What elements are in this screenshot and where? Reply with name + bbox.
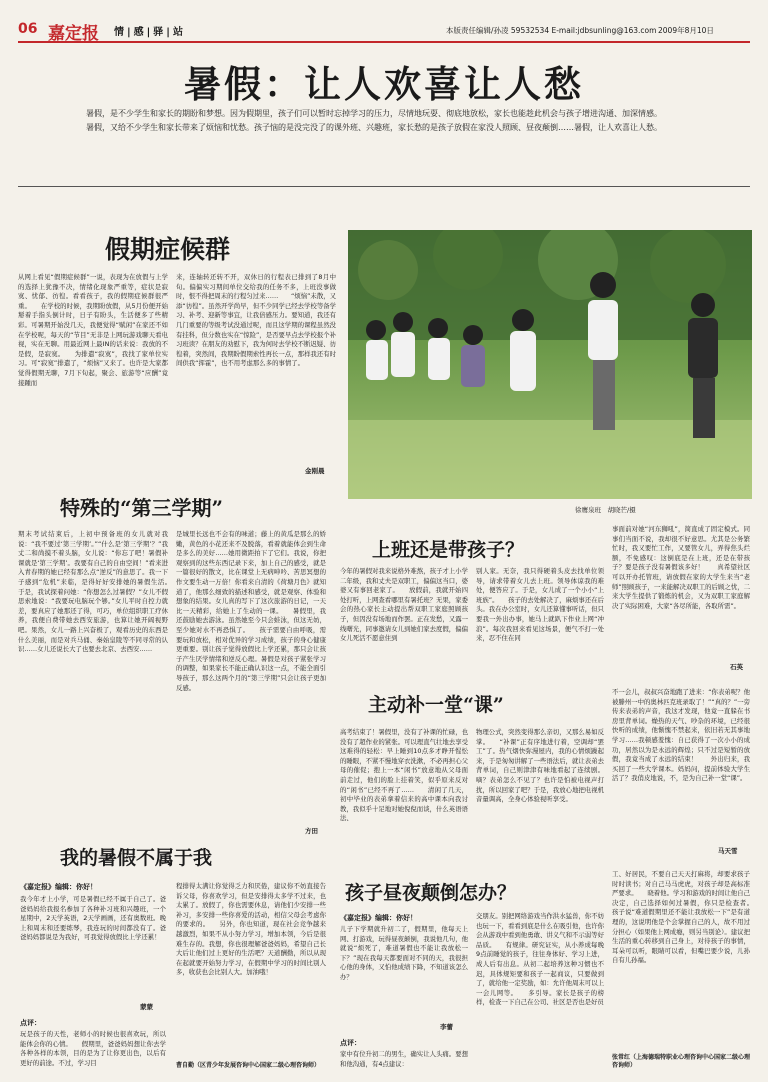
issue-date: 2009年8月10日 <box>658 26 714 35</box>
intro-paragraph: 暑假，是不少学生和家长的期盼和梦想。因为假期里，孩子们可以暂时忘掉学习的压力，尽情地玩耍、彻底地放松，家长也能趁此机会与孩子增进沟通、加深情感。 <box>86 109 662 118</box>
article2-col1: 期末考试结束后，上初中预备班的女儿就对我说：“我不要过‘第三学期’。”“什么是‘第三学期’？”我丈二和尚摸不着头脑，女儿说：“你忘了吧！暑假补课就是‘第三学期’。我要有自己的自由空间！”看来进入青春期的她已经有那么点“逆反”的意思了。我一下子感到“危机”来临，是得好好安排她的暑假生活。 于是，我试探着问她：“你想怎么过暑假？”女儿不假思索地说：“我要玩电脑玩个够。”女儿平时自控力就差，要真应了她那还了得，可巧，单位组织职工疗休养，我便自费带她去西安旅游，也算让她开阔视野吧。果然，女儿一路上兴奋极了，观看历史的东西是什么美丽，而是对兵马俑、秦始皇陵等不同寻常的认识……女儿还说长大了也要去北京、去西安…… <box>18 530 168 654</box>
editor-line: 本版责任编辑/孙凌 59532534 E-mail:jdbsunling@163.com <box>446 26 657 35</box>
article4-title: 主动补一堂“课” <box>368 694 504 716</box>
article6-title: 孩子昼夜颠倒怎办？ <box>345 882 517 904</box>
article3-col3: 事面前对她“河东狮吼”，简直成了固定模式。同事们当面不说，我却很不好意思。尤其是公务繁忙时，我又要忙工作，又要管女儿，弄得焦头烂额，不免感叹：这倒底是在上班，还是在带孩子？要是孩子没有暑假该多好！ 真希望社区可以开办托管班，请放假在家的大学生来当“老师”照顾孩子，一来能解决双职工的后顾之忧，二来大学生提供了锻炼的机会，又为双职工家庭解决了实际困难，大家“各尽所能，各取所需”。 <box>612 525 750 610</box>
article1-author: 金刚晨 <box>305 467 325 475</box>
article5-comment-col2: 程排得太满让你觉得乏力和厌倦，建议你不妨直接告诉父母，你喜欢学习，但是安排得太多学不过来，也太累了。放假了，你也需要休息，请他们少安排一些补习，多安排一些你喜爱的活动，相信父母会考虑你的要求的。 另外，你也知道，现在社会竞争越来越激烈，如果不从小努力学习，增加本领，今后是很难生存的。我想，你也很理解爸爸妈妈，希望自己长大后让他们过上更好的生活吧？天道酬勤，所以从现在起就要开始努力学习，在假期中学习的时间比别人多，收获也会比别人大。加油哦！ <box>176 882 326 977</box>
article5-letter-author: 蒙蒙 <box>140 1003 153 1011</box>
article4-col3: 不一会儿，叔叔兴奋地跑了进来：“你表弟呢？他被滕州一中的奥林匹克班录取了！”“真的？”一旁传来表弟的声音，我这才发现，他竟一直躲在书房里背单词。燥热的天气、吵杂的环境，已经很快听的成绩，他惭愧不禁起来，依旧若无其事地学习……我顿感羞愧：自已获得了一次小小的成功，居然以为是永远的辉煌；只不过是短暂的放假，我竟当成了永远的结束！ 外出归来，我买回了一些大学课本。妈妈问，提前体验大学生活了？我俏皮地说，不，是为自己补一堂“课”。 <box>612 688 750 783</box>
divider <box>18 186 750 187</box>
article1-title: 假期症候群 <box>105 235 231 264</box>
article2-title: 特殊的“第三学期” <box>60 496 224 520</box>
photo-school: 徐鹰泉班 <box>575 506 601 514</box>
page-number: 06 <box>18 21 38 37</box>
article4-author: 马天雪 <box>718 847 738 855</box>
intro-block <box>70 107 712 135</box>
intro-paragraph: 暑假，又给不少学生和家长带来了烦恼和忧愁。孩子恼的是没完没了的课外班、兴趣班，家长愁的是孩子放假在家没人照顾、昼夜颠倒……暑假，让人欢喜让人愁。 <box>86 123 662 132</box>
article3-col1: 今年的暑假对我来说格外难熬，孩子才上小学二年级，我和丈夫是双职工，偏偏这当口，婆婆又有事回老家了。 放假前，我就开始四处打听，上网查看哪里有暑托班？无果，家委会的热心家长主动提出帮双职工家庭照顾孩子，但因没有场地而作罢。正在发愁，又露一线曙光，同事邀请女儿到她们家去度假，偏偏女儿死活不愿意住到 <box>340 567 468 643</box>
article6-letter-author: 李蕾 <box>440 1023 453 1031</box>
article4-col1: 高考结束了！暑假里，没有了补课的忙碌，也没有了超作业的紧张。可以理直气壮地去享受这难得的轻松：早上睡到10点多才睁开惺忪的睡眼，不紧不慢地穿衣洗漱，不必再担心父母的催促；抱上一本“闲书”放意地从父母面前走过，他们的脸上挂着笑，似乎原来反对的“闲书”已经不再了…… 清闲了几天，初中毕业的表弟拿着信来的高中课本向我讨教，我似乎十足地对她倪倪而谈，什么英语语法、 <box>340 728 468 823</box>
article6-comment-col3: 工、好居民，不要自己天天打麻将，却要求孩子时时读书；对自己马马虎虎，对孩子却是高标准严要求。 晓着他。学习和游戏的时间让他自己决定，自己选择如何过暑假，你只是检查者。 孩子说“难道假期里还不能让我放松一下”是有道理的，这说明他是个会掌握自己的人，故不用过分担心（如果他上网成瘾，则另当别论）。建议把生活的重心转移到自己身上，对待孩子的事情，耳朵可以听，眼睛可以看，但嘴巴要少说，儿孙自有儿孙福。 <box>612 870 750 965</box>
article6-comment-col1: 家中有位升初二的男生，确实让人头痛。要想和他沟通，有4点建议： <box>340 1050 468 1068</box>
section-name: 情|感|驿|站 <box>114 27 186 38</box>
article6-letter: 儿子下学期就升初二了，假期里，他每天上网、打游戏，玩得昼夜颠倒，我说他几句，他就说“烦死了，难道暑假也不能让我放松一下？”现在我每天都要面对不同的天，我很担心他的身体，又怕他成绩下降，不知道该怎么办？ <box>340 925 468 981</box>
article4-col2: 物理公式，突然变得那么亲切，又那么易如反掌。 “补课”正有序地进行着，空调却“罢工”了。热气烟快弥漫屋内，我的心情烦躁起来，于是匆匆讲解了一些语法后，就让表弟去背单词，自己则津津有味地看起了连续剧。嘀？表弟怎么不见了？也许是怕被电视声打扰，所以回家了吧？于是，我放心地把电视机音量调高，全身心体验视听享受。 <box>476 728 604 804</box>
article2-author: 方田 <box>305 827 318 835</box>
article6-comment-label: 点评： <box>340 1039 361 1047</box>
article5-letter: 我今年才上小学，可是暑假已经不属于自己了。爸爸妈妈给我报名参加了各种补习班和兴趣班，一个星期中，2天学英语，2天学画画，还有奥数班。晚上和周末和还要练琴，我连玩的时间都没有了。爸爸妈妈都说是为我好，可我觉得放假比上学还累！ <box>20 895 166 942</box>
article6-comment-author: 张常红（上海德瑞特职业心理咨询中心国家二级心理咨询师） <box>612 1054 751 1069</box>
article2-col2: 是城里长远也不会有的味道；藤上的黄瓜是那么的娇嫩，黄色的小花还来不及脱落，看着就能体会到生命是多么的美好……她用微距拍下了它们。我说，你把观察到的这些东西记录下来，加上自己的感受，就是一篇很好的散文，比在课堂上无病呻吟、苦思冥想的作文要生动一万倍！你看来自清的《荷塘月色》就知道了，他那么细致的描述和感受，就是观察、体验和想象的结果。女儿真的写下了这次旅游的日记，一天比一天精彩，给她上了生动的一课。 暑假里，我还鼓励她去游泳。虽然她至今只会蛙泳，但这无妨，至少她对水不再恐惧了。 孩子需要自由呼吸，需要玩和放松，相对优异的学习成绩，孩子的身心健康更重要。别让孩子觉得放假比上学还累，那只会让孩子产生厌学情绪和逆反心理。暑假是对孩子紧张学习的调整，如果家长不能正确认识这一点，不能全面引导孩子，那么这两个月的“第三学期”只会让孩子更加反感。 <box>176 530 326 692</box>
photo-credit <box>575 505 636 514</box>
photo-photographer: 胡晓芒/摄 <box>607 506 636 514</box>
article5-title: 我的暑假不属于我 <box>60 847 213 869</box>
article6-comment-col2: 交朋友。别把网络游戏当作洪水猛兽，你不妨也玩一下，看看到底是什么在吸引他，也许你会从游戏中看到他勇敢、讲义气和不示弱等好品质。 有规律。研究证实，从小养成每晚9点前睡觉的孩子，往往身体好、学习上进，成人后有出息。从初二起培养这种习惯也不迟，具体规矩要和孩子一起商议，只要做到了，就给他一定奖励，如：允许他周末可以上一会儿网等。 多引导。家长是孩子的榜样，检查一下自己在公司、社区是否也是好员 <box>476 912 604 1007</box>
article3-col2: 别人家。无奈，我只得硬着头皮去找单位领导，请求带着女儿去上班。领导体谅我的难处，便答应了。于是，女儿成了一个小小“上班族”。 孩子的去处解决了，麻烦事还在后头。我在办公室时，女儿还算懂事听话，但只要我一外出办事，她马上就趴下作业上网“冲浪”。每次我回来看见这场景，便气不打一处来，忍不住在同 <box>476 567 604 643</box>
article3-author: 石英 <box>730 663 743 671</box>
article6-letter-header: 《嘉定报》编辑：你好！ <box>340 914 417 922</box>
photo-image <box>348 230 752 499</box>
article5-comment-label: 点评： <box>20 1019 41 1027</box>
newspaper-logo: 嘉定报 <box>48 24 99 44</box>
article5-comment-author: 曹自勤（区青少年发展咨询中心国家二级心理咨询师） <box>176 1062 321 1069</box>
article5-letter-header: 《嘉定报》编辑：你好！ <box>20 883 97 891</box>
page-headline: 暑假：让人欢喜让人愁 <box>184 62 584 106</box>
photo-children-playing <box>348 230 752 499</box>
article3-title: 上班还是带孩子？ <box>372 539 525 561</box>
article1-col2: 来，连轴转还转不开，双休日的行程表已排到了8月中旬。偏偏实习期间单位交给我的任务不多，上班没事做时，恨不得把周末的行程匀过来…… “烦恼”未散，又添“彷徨”。虽然开学尚早，但不少同学已经去学校等备学习、补考、迎新等事宜，让我倍感压力。要知道，我还有几门重要的等级考试没通过呢，而且这学期的课程虽然没有挂科，但分数也实在“惊险”，是否要早点去学校报个补习班读？在朋友的劝慰下，我为何时去学校不断迟疑、彷徨着，突然间，我期盼假期索性再长一点，那样我还有时间供我“挥霍”，也不用考虑那么多的事情了。 <box>176 273 336 368</box>
article5-comment-col1: 玩是孩子的天性，老师小的时候也很喜欢玩，所以能体会你的心情。 假期里，爸爸妈妈想让你去学各种各样的本领，目的是为了让你更出色，以后有更好的前途。不过，学习目 <box>20 1030 166 1067</box>
masthead <box>18 19 750 43</box>
article1-col1: 从网上看见“假期症候群”一说，表现为在放假与上学的选择上犹豫不决，情绪化现象严重等，症状是寂寞、忧郁、彷徨。看看孩子，我的假期症候群很严重。 在学校的时候，我期盼放假，从5月份便开始掰着手指头倒计时，日子有盼头，生活便多了些精彩。可暑期开始没几天，我便觉得“赋闲”在家还不如在学校呢，每天的“节目”无非是上网玩游戏聊天看电视，实在无聊。用最近网上最IN的话来说：我放的不是假，是寂寞。 为排遣“寂寞”，我找了家单位实习。可“寂寞”排遣了，“烦恼”又来了。也许是大家都觉得假期无聊，7月下旬起，聚会、旅游等“应酬”竟接踵而 <box>18 273 168 387</box>
